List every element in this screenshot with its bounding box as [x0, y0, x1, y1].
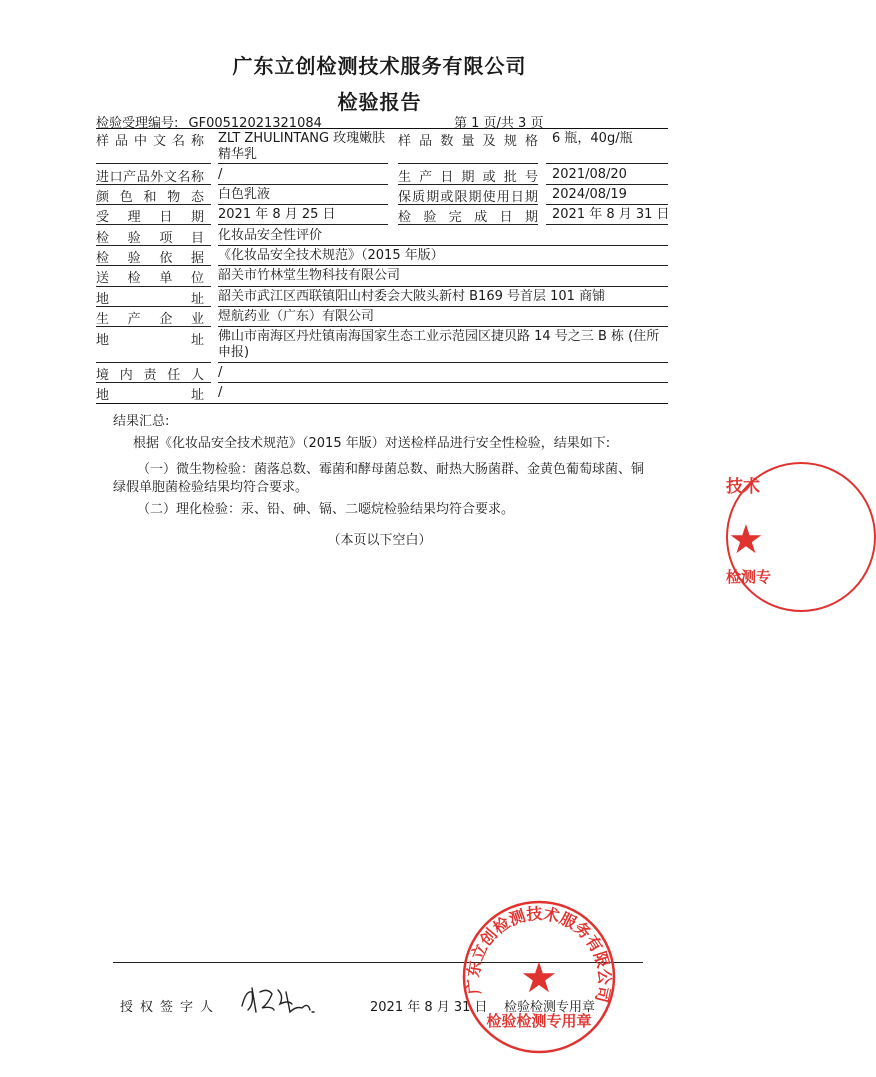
label-test-item: 检验项目: [96, 231, 204, 246]
label-manufacturer: 生产企业: [96, 312, 204, 327]
side-seal-top-text: 技术: [726, 477, 760, 497]
label-submitter-address: 地址: [96, 292, 204, 307]
label-agent-address: 地址: [96, 388, 204, 403]
value-test-item: 化妆品安全性评价: [218, 228, 323, 243]
value-agent-address: /: [218, 385, 223, 400]
label-submitter: 送检单位: [96, 271, 204, 286]
value-test-basis: 《化妆品安全技术规范》（2015 年版）: [218, 248, 444, 263]
label-manufacturer-address: 地址: [96, 333, 204, 348]
report-id-value: GF00512021321084: [188, 116, 322, 131]
value-domestic-agent: /: [218, 365, 223, 380]
value-submitter-address: 韶关市武江区西联镇阳山村委会大陂头新村 B169 号首层 101 商铺: [218, 289, 606, 304]
side-seal: [726, 462, 876, 612]
seal-arc-text: 广东立创检测技术服务有限公司: [463, 903, 615, 1005]
label-color: 颜色和物态: [96, 190, 204, 205]
report-id-label: 检验受理编号:: [96, 116, 179, 131]
value-quantity: 6 瓶，40g/瓶: [552, 131, 633, 146]
company-name: 广东立创检测技术服务有限公司: [232, 54, 527, 78]
value-submitter: 韶关市竹林堂生物科技有限公司: [218, 268, 401, 283]
official-seal: [460, 898, 618, 1056]
side-seal-bottom-text: 检测专: [726, 568, 772, 586]
value-expiry: 2024/08/19: [552, 187, 627, 202]
value-received-date: 2021 年 8 月 25 日: [218, 207, 336, 222]
label-test-basis: 检验依据: [96, 251, 204, 266]
signer-label: 授权签字人: [120, 1000, 221, 1015]
sign-date: 2021 年 8 月 31 日: [370, 1000, 488, 1015]
report-title: 检验报告: [337, 90, 422, 114]
summary-item-microbiology: （一）微生物检验：菌落总数、霉菌和酵母菌总数、耐热大肠菌群、金黄色葡萄球菌、铜绿假单胞菌检验结果均符合要求。: [113, 462, 645, 495]
label-sample-name: 样品中文名称: [96, 134, 204, 149]
label-completed-date: 检验完成日期: [398, 210, 538, 225]
label-batch: 生产日期或批号: [398, 170, 538, 185]
value-color: 白色乳液: [218, 187, 271, 202]
signature: [238, 982, 318, 1016]
value-manufacturer: 煜航药业（广东）有限公司: [218, 309, 375, 324]
blank-note: （本页以下空白）: [327, 533, 432, 548]
value-foreign-name: /: [218, 167, 223, 182]
value-completed-date: 2021 年 8 月 31 日: [552, 207, 670, 222]
side-seal-star-icon: ★: [728, 517, 764, 563]
label-domestic-agent: 境内责任人: [96, 368, 204, 383]
summary-heading: 结果汇总:: [113, 414, 170, 429]
label-foreign-name: 进口产品外文名称: [96, 170, 204, 185]
label-quantity: 样品数量及规格: [398, 134, 538, 149]
label-received-date: 受理日期: [96, 210, 204, 225]
value-batch: 2021/08/20: [552, 167, 627, 182]
seal-bottom-text: 检验检测专用章: [486, 1012, 592, 1030]
value-sample-name: ZLT ZHULINTANG 玫瑰嫩肤精华乳: [218, 131, 386, 162]
summary-intro: 根据《化妆品安全技术规范》（2015 年版）对送检样品进行安全性检验，结果如下:: [133, 436, 611, 451]
stamp-label: 检验检测专用章: [504, 1000, 596, 1015]
seal-star-icon: ★: [520, 953, 558, 1002]
label-expiry: 保质期或限期使用日期: [398, 190, 538, 205]
page-info: 第 1 页/共 3 页: [454, 116, 544, 131]
summary-item-chemistry: （二）理化检验：汞、铅、砷、镉、二噁烷检验结果均符合要求。: [137, 502, 515, 517]
value-manufacturer-address: 佛山市南海区丹灶镇南海国家生态工业示范园区捷贝路 14 号之三 B 栋 (住所申报): [218, 329, 660, 360]
